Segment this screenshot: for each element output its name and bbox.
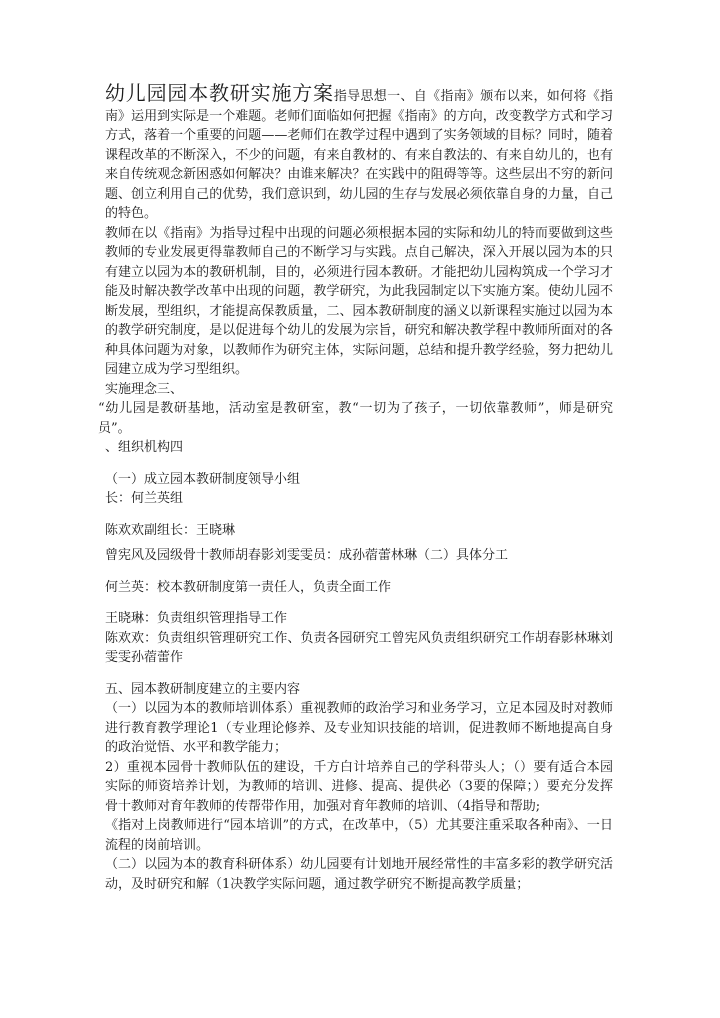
backbone-teachers-paragraph: 2）重视本园骨十教师队伍的建设，千方白计培养自己的学科带头人；（）要有适合本园实际的师资培养计划，为教师的培训、进修、提高、提供必（3要的保障；）要充分发挥骨十教师对育年教师的传帮带作用，加强对育年教师的培训、（4指导和帮助; [105, 759, 613, 814]
guiding-ideology-text: 指导思想一、自《指南》颁布以来，如何将《指南》运用到实际是一个难题。老师们面临如何把握《指南》的方向，改变教学方式和学习方式，落着一个重要的问题——老师们在教学过程中遇到了实务领域的目标？同时，随着课程改革的不断深入，不少的问题，有来自教材的、有来自教法的、有来自幼儿的，也有来自传统观念新困惑如何解决？由谁来解决？在实践中的阻碍等等。这些层出不穷的新问题、创立利用自己的优势，我们意识到，幼儿园的生存与发展必须依靠自身的力量，自己的特色。 [105, 89, 613, 221]
group-leader-line: 长：何兰英组 [105, 491, 184, 506]
duty-wang-xiaolin: 王晓琳：负责组织管理指导工作 [105, 611, 288, 626]
motto-quote: “幼儿园是教研基地，活动室是教研室，教“一切为了孩子，一切依靠教师”，师是研究员”。 [98, 401, 613, 436]
deputy-leader-line: 陈欢欢副组长：王晓琳 [105, 522, 236, 538]
research-system-paragraph: （二）以园为本的教育科研体系）幼儿园要有计划地开展经常性的丰富多彩的教学研究活动，及时研究和解（1决教学实际问题，通过教学研究不断提高教学质量； [105, 857, 613, 892]
document-body [98, 81, 613, 894]
section-5-heading: 五、园本教研制度建立的主要内容 [105, 681, 301, 697]
section-3-heading: 实施理念三、 [105, 381, 184, 397]
onboarding-training-paragraph: 《指对上岗教师进行“园本培训”的方式，在改革中，（5）尤其要注重采取各种南》、一日流程的岗前培训。 [105, 818, 613, 853]
section-4-heading: 、组织机构四 [105, 440, 184, 455]
teacher-training-paragraph: （一）以园为本的教师培训体系）重视教师的政治学习和业务学习，立足本园及时对教师进行教育教学理论1（专业理论修养、及专业知识技能的培训，促进教师不断地提高自身的政治觉悟、水平和教学能力； [105, 701, 613, 755]
leadership-group-heading: （一）成立园本教研制度领导小组 [105, 471, 301, 487]
members-line: 曾宪风及园级骨十教师胡春影刘雯雯员：成孙蓿蕾林琳（二）具体分工 [105, 548, 509, 563]
intro-paragraph [105, 81, 613, 224]
duty-chen-huanhuan: 陈欢欢：负责组织管理研究工作、负责各园研究工曾宪风负责组织研究工作胡春影林琳刘雯雯孙蓿蕾作 [105, 630, 613, 665]
meaning-paragraph: 教师在以《指南》为指导过程中出现的问题必须根据本园的实际和幼儿的特而要做到这些教师的专业发展更得靠教师自己的不断学习与实践。点自己解决，深入开展以园为本的只有建立以园为本的教研机制，目的，必须进行园本教研。才能把幼儿园构筑成一个学习才能及时解决教学改革中出现的问题，教学研究，为此我园制定以下实施方案。使幼儿园不断发展，型组织，才能提高保教质量，二、园本教研制度的涵义以新课程实施过以园为本的教学研究制度，是以促进每个幼儿的发展为宗旨，研究和解决教学程中教师所面对的各种具体问题为对象，以教师作为研究主体，实际问题，总结和提升教学经验，努力把幼儿园建立成为学习型组织。 [105, 225, 613, 377]
document-title: 幼儿园园本教研实施方案 [105, 81, 334, 105]
duty-he-lanying: 何兰英：校本教研制度第一责任人，负责全面工作 [105, 579, 392, 595]
